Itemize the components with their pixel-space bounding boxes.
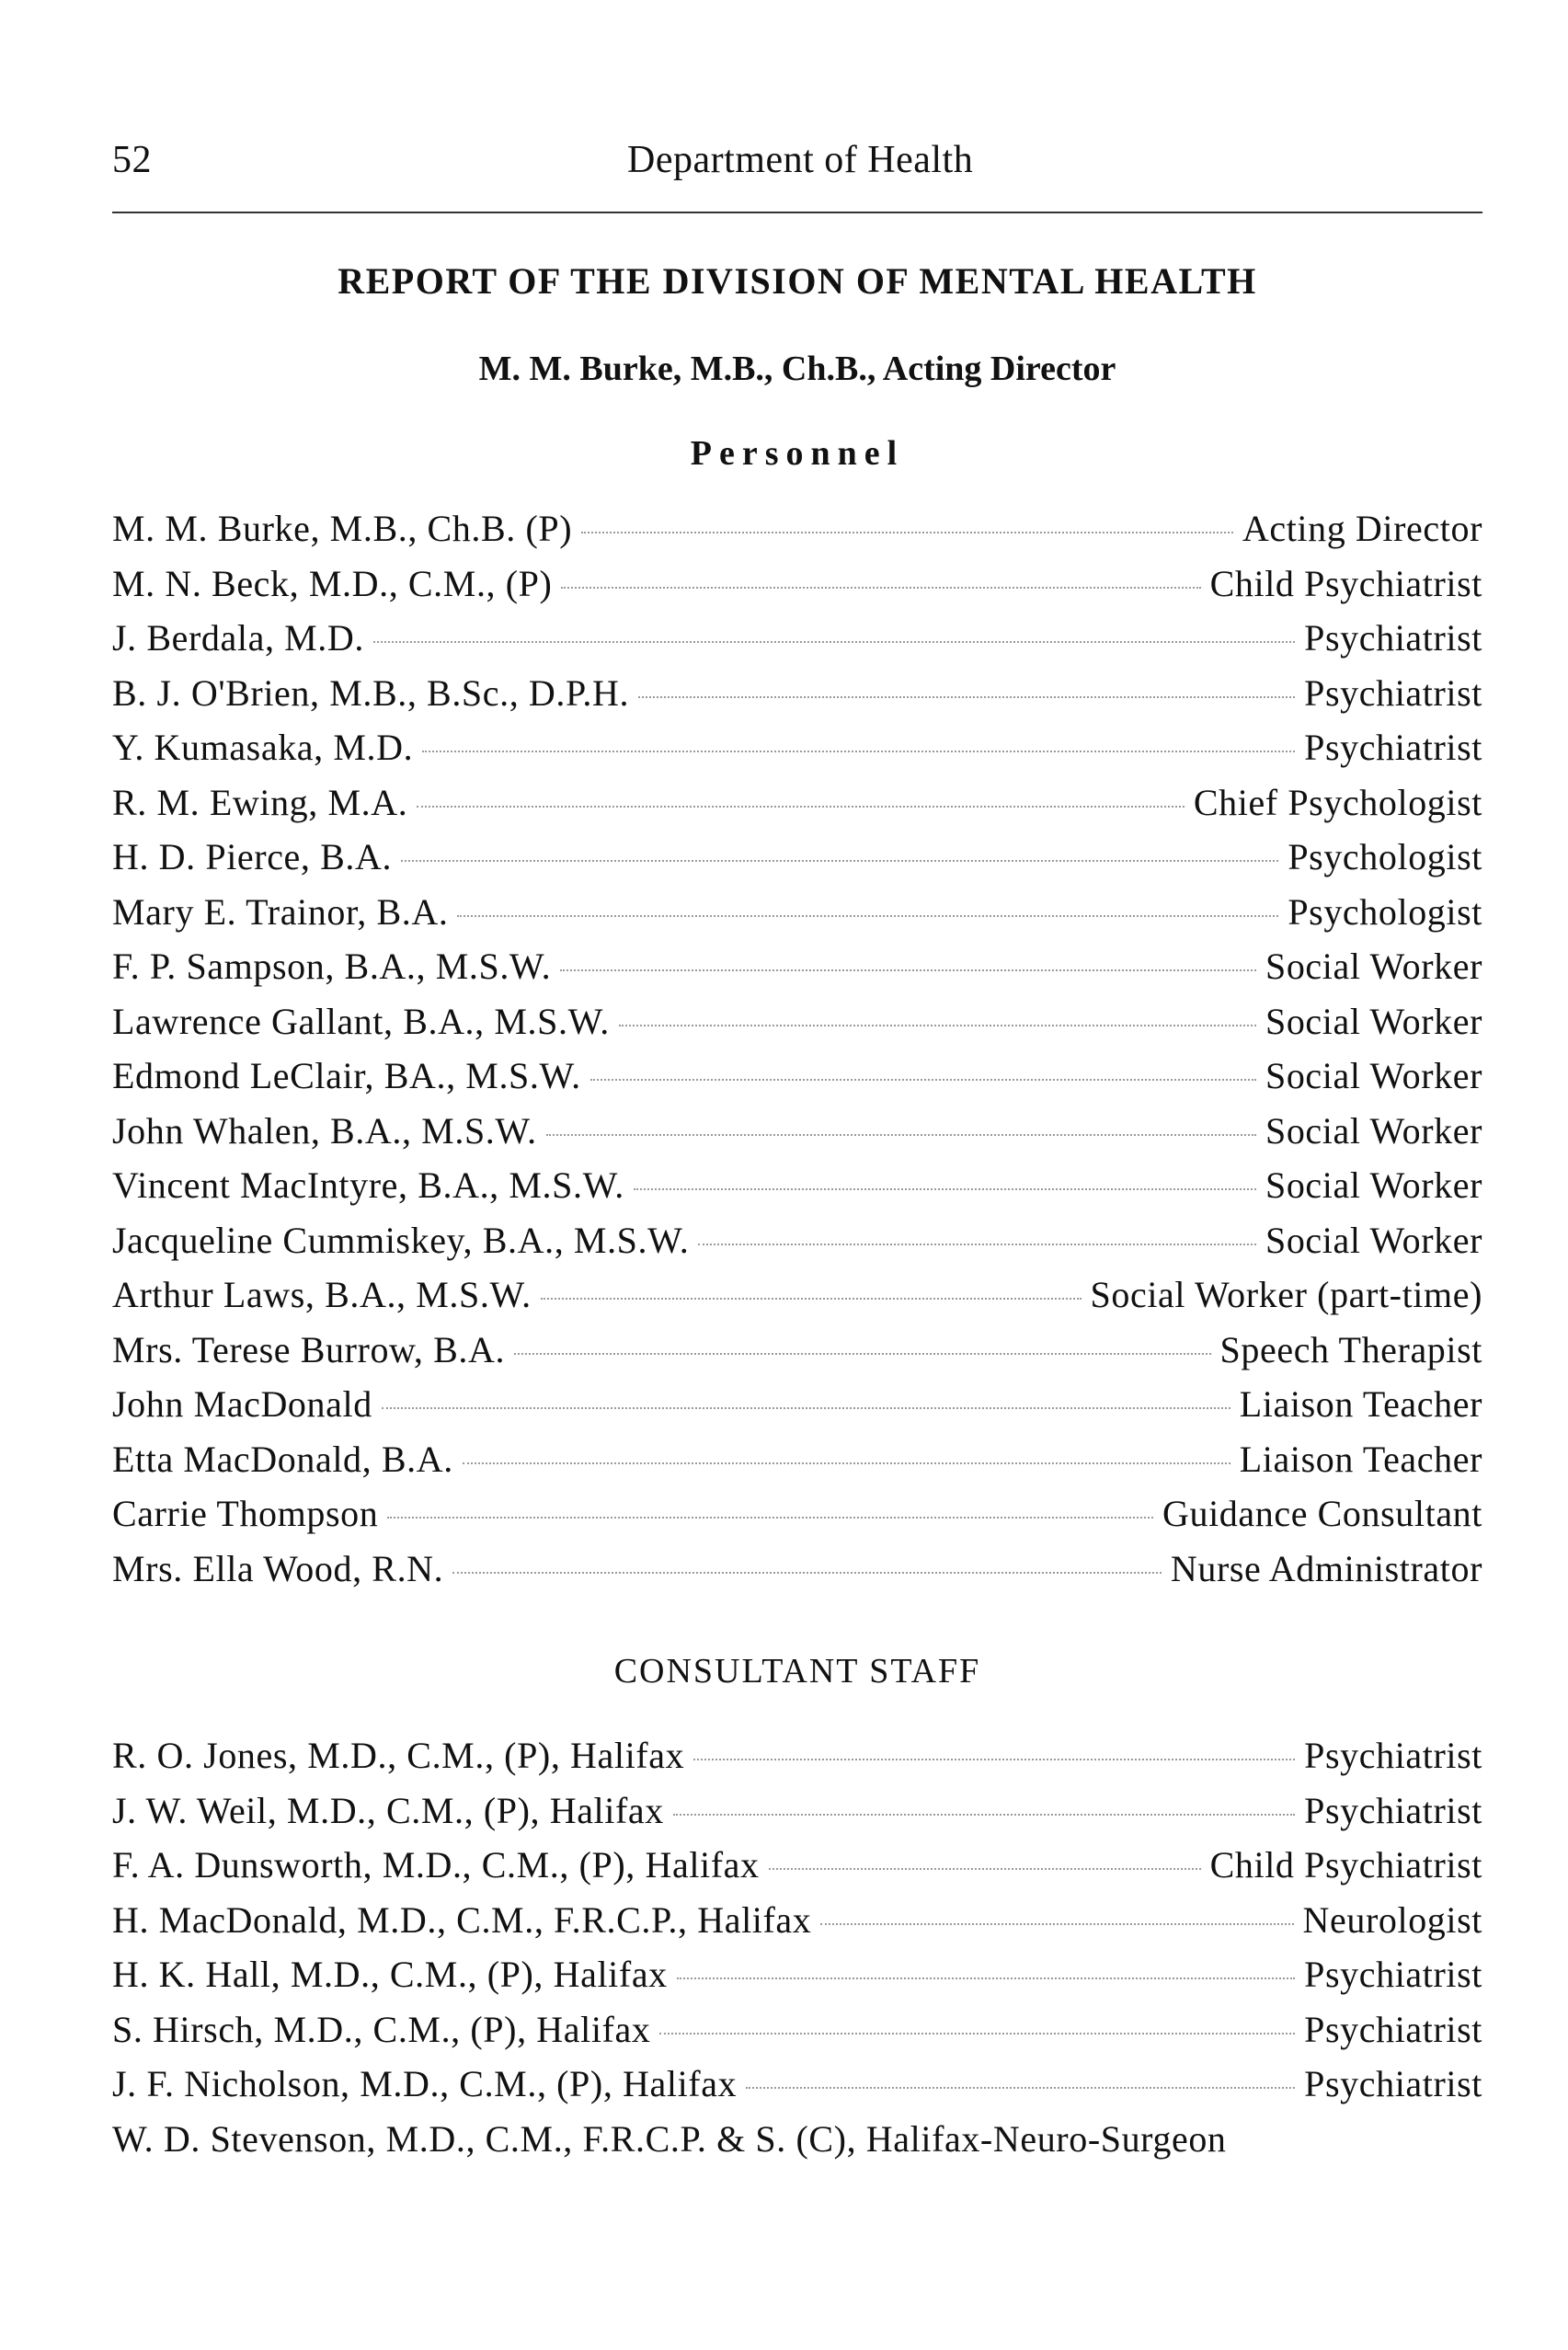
- staff-name: Jacqueline Cummiskey, B.A., M.S.W.: [112, 1219, 690, 1261]
- dot-leader: [422, 751, 1295, 752]
- dot-leader: [677, 1977, 1295, 1979]
- staff-title: Social Worker (part-time): [1090, 1274, 1482, 1315]
- staff-name: John Whalen, B.A., M.S.W.: [112, 1109, 537, 1152]
- staff-title: Social Worker: [1265, 946, 1482, 987]
- dot-leader: [619, 1025, 1256, 1026]
- personnel-entry: [112, 1328, 1482, 1383]
- consultant-name: J. F. Nicholson, M.D., C.M., (P), Halifax: [112, 2063, 738, 2104]
- dot-leader: [820, 1923, 1293, 1925]
- consultant-name: J. W. Weil, M.D., C.M., (P), Halifax: [112, 1789, 664, 1831]
- personnel-entry: [112, 671, 1482, 727]
- staff-title: Social Worker: [1265, 1109, 1482, 1152]
- staff-name: F. P. Sampson, B.A., M.S.W.: [112, 946, 552, 987]
- personnel-entry: [112, 726, 1482, 781]
- dot-leader: [417, 806, 1185, 808]
- consultant-title: Psychiatrist: [1304, 1735, 1482, 1776]
- consultant-title: Psychiatrist: [1304, 1954, 1482, 1995]
- header-title: Department of Health: [627, 139, 974, 181]
- staff-name: J. Berdala, M.D.: [112, 617, 364, 659]
- dot-leader: [634, 1188, 1256, 1190]
- consultant-entry: [112, 1843, 1482, 1898]
- personnel-entry: [112, 616, 1482, 671]
- staff-title: Nurse Administrator: [1170, 1547, 1482, 1589]
- staff-title: Speech Therapist: [1219, 1328, 1482, 1370]
- dot-leader: [638, 696, 1295, 698]
- dot-leader: [561, 587, 1200, 589]
- staff-name: M. M. Burke, M.B., Ch.B. (P): [112, 508, 573, 549]
- personnel-entry: [112, 890, 1482, 946]
- personnel-entry: [112, 1547, 1482, 1602]
- dot-leader: [457, 915, 1278, 917]
- staff-title: Social Worker: [1265, 1055, 1482, 1096]
- personnel-entry: [112, 1164, 1482, 1219]
- document-page: [112, 138, 1482, 2186]
- consultant-entry-final: [112, 2117, 1482, 2172]
- staff-title: Social Worker: [1265, 1219, 1482, 1261]
- consultant-entry: [112, 1953, 1482, 2008]
- consultant-entry: [112, 1898, 1482, 1954]
- dot-leader: [401, 860, 1278, 862]
- staff-name: M. N. Beck, M.D., C.M., (P): [112, 562, 553, 604]
- consultant-name: S. Hirsch, M.D., C.M., (P), Halifax: [112, 2008, 651, 2050]
- consultant-title: Child Psychiatrist: [1209, 1844, 1482, 1886]
- staff-title: Social Worker: [1265, 1000, 1482, 1042]
- personnel-entry: [112, 835, 1482, 890]
- staff-title: Liaison Teacher: [1239, 1438, 1482, 1480]
- staff-name: Carrie Thompson: [112, 1493, 379, 1534]
- staff-title: Social Worker: [1265, 1164, 1482, 1206]
- staff-name: H. D. Pierce, B.A.: [112, 836, 393, 877]
- staff-name: Y. Kumasaka, M.D.: [112, 727, 414, 768]
- dot-leader: [546, 1134, 1256, 1136]
- personnel-entry: [112, 1438, 1482, 1493]
- personnel-entry: [112, 562, 1482, 617]
- personnel-entry: [112, 1000, 1482, 1055]
- staff-title: Guidance Consultant: [1162, 1493, 1482, 1534]
- header-rule: [112, 212, 1482, 213]
- staff-title: Liaison Teacher: [1239, 1383, 1482, 1425]
- consultant-staff-heading: CONSULTANT STAFF: [613, 1652, 981, 1691]
- staff-title: Psychologist: [1288, 890, 1482, 933]
- staff-name: Lawrence Gallant, B.A., M.S.W.: [112, 1000, 610, 1042]
- personnel-entry: [112, 1492, 1482, 1547]
- page-number: 52: [112, 139, 152, 181]
- personnel-entry: [112, 1054, 1482, 1109]
- staff-name: Edmond LeClair, BA., M.S.W.: [112, 1055, 581, 1096]
- consultant-title: Psychiatrist: [1304, 2063, 1482, 2104]
- consultant-name: H. K. Hall, M.D., C.M., (P), Halifax: [112, 1954, 668, 1995]
- consultant-name: W. D. Stevenson, M.D., C.M., F.R.C.P. & S. (C), Halifax-Neuro-Surgeon: [112, 2117, 1227, 2160]
- personnel-heading: Personnel: [690, 434, 905, 473]
- dot-leader: [387, 1517, 1153, 1519]
- personnel-entry: [112, 1219, 1482, 1274]
- staff-name: Vincent MacIntyre, B.A., M.S.W.: [112, 1164, 624, 1206]
- personnel-entry: [112, 1273, 1482, 1328]
- dot-leader: [541, 1298, 1082, 1300]
- staff-name: Etta MacDonald, B.A.: [112, 1438, 453, 1480]
- consultant-entry: [112, 2062, 1482, 2117]
- staff-name: John MacDonald: [112, 1383, 372, 1425]
- personnel-entry: [112, 781, 1482, 836]
- dot-leader: [452, 1572, 1162, 1574]
- staff-title: Psychiatrist: [1304, 671, 1482, 714]
- personnel-list: [112, 507, 1482, 1601]
- consultant-name: F. A. Dunsworth, M.D., C.M., (P), Halifax: [112, 1844, 760, 1886]
- staff-title: Child Psychiatrist: [1209, 562, 1482, 604]
- dot-leader: [581, 532, 1233, 533]
- dot-leader: [673, 1814, 1295, 1816]
- staff-name: Mrs. Ella Wood, R.N.: [112, 1547, 444, 1589]
- dot-leader: [560, 969, 1256, 971]
- staff-name: Mrs. Terese Burrow, B.A.: [112, 1328, 506, 1370]
- dot-leader: [659, 2033, 1295, 2035]
- dot-leader: [373, 641, 1295, 643]
- consultant-title: Psychiatrist: [1304, 2008, 1482, 2050]
- dot-leader: [463, 1462, 1230, 1464]
- consultant-entry: [112, 1789, 1482, 1844]
- staff-name: B. J. O'Brien, M.B., B.Sc., D.P.H.: [112, 671, 630, 714]
- running-header: [112, 138, 1482, 193]
- dot-leader: [698, 1244, 1256, 1245]
- staff-name: Arthur Laws, B.A., M.S.W.: [112, 1274, 532, 1315]
- staff-title: Acting Director: [1242, 508, 1482, 549]
- staff-name: R. M. Ewing, M.A.: [112, 781, 408, 823]
- consultant-title: Neurologist: [1302, 1898, 1482, 1941]
- dot-leader: [514, 1353, 1210, 1355]
- consultant-list: [112, 1734, 1482, 2172]
- personnel-entry: [112, 507, 1482, 562]
- staff-name: Mary E. Trainor, B.A.: [112, 890, 449, 933]
- staff-title: Chief Psychologist: [1193, 781, 1482, 823]
- dot-leader: [746, 2087, 1295, 2089]
- consultant-name: H. MacDonald, M.D., C.M., F.R.C.P., Halifax: [112, 1898, 812, 1941]
- consultant-entry: [112, 2008, 1482, 2063]
- dot-leader: [382, 1407, 1230, 1409]
- acting-director-line: M. M. Burke, M.B., Ch.B., Acting Director: [478, 350, 1116, 388]
- personnel-entry: [112, 945, 1482, 1000]
- staff-title: Psychiatrist: [1304, 617, 1482, 659]
- consultant-title: Psychiatrist: [1304, 1789, 1482, 1831]
- dot-leader: [693, 1759, 1295, 1760]
- staff-title: Psychiatrist: [1304, 727, 1482, 768]
- dot-leader: [769, 1868, 1201, 1870]
- personnel-entry: [112, 1109, 1482, 1164]
- staff-title: Psychologist: [1288, 836, 1482, 877]
- personnel-entry: [112, 1382, 1482, 1438]
- dot-leader: [590, 1079, 1256, 1081]
- consultant-name: R. O. Jones, M.D., C.M., (P), Halifax: [112, 1735, 685, 1776]
- report-title: REPORT OF THE DIVISION OF MENTAL HEALTH: [338, 260, 1257, 302]
- consultant-entry: [112, 1734, 1482, 1789]
